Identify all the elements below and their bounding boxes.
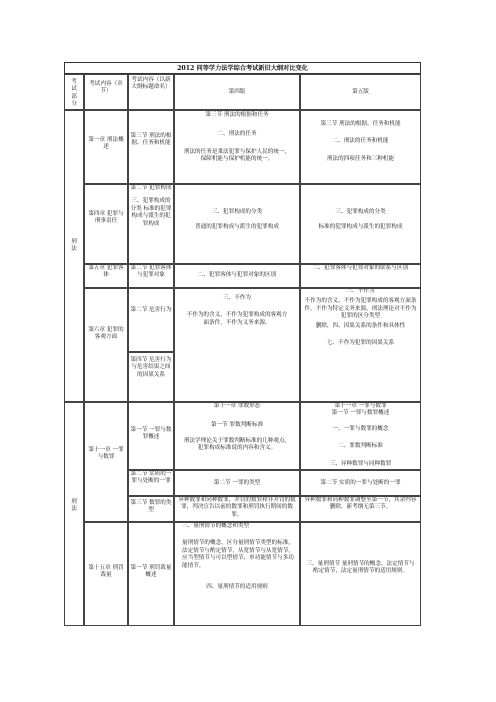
header-exam-part-label: 考试部分: [71, 79, 77, 108]
row-ch11-sub2: [128, 470, 174, 496]
row-ch11-v4-text: 刑法学理论关于罪数判断标准的几种观点，犯罪构成标准说的内容和含义。: [183, 437, 291, 452]
row-ch11-chapter-text: 第十一章 一罪与数罪: [88, 447, 124, 461]
row-ch5-chapter-text: 第五章 犯罪客体: [88, 265, 124, 279]
row-ch4-chapter-text: 第四章 犯罪与刑事责任: [88, 211, 124, 225]
row-ch11-v5-item3: 三、异种数罪与同种数罪: [329, 460, 392, 467]
row-ch1-v5-sub: 二、刑法的任务和机能: [332, 138, 389, 145]
row-ch6-v4-heading: 三、不作为: [223, 295, 251, 301]
row-ch6-sub1: [128, 288, 174, 352]
row-ch11-v5-note: 异种数罪和同种数罪调整至第一节，其余内容删除，新考纲无第三节。: [304, 497, 417, 511]
row-ch6-v5-heading: 三、不作为: [346, 288, 375, 294]
row-ch11-v5-mid: [300, 470, 421, 496]
row-ch4-v4-text: 普通的犯罪构成与派生的犯罪构成: [195, 224, 279, 231]
row-ch11-sub3: [128, 496, 174, 522]
row-ch1-v5: [300, 110, 421, 184]
row-ch11-v4-multiple: 异种数罪和同种数罪，并罚的数罪和非并罚的数罪，判决宣告以前的数罪和刑罚执行期间的数罪。: [178, 497, 296, 518]
row-ch1-v4: [174, 110, 300, 184]
row-ch11-v4-section: 第一节 罪数判断标准: [210, 422, 264, 429]
row-ch5-subsection-text: 第二节 犯罪客体与犯罪对象: [130, 265, 172, 279]
row-ch11-v4-type: 第二节 一罪的类型: [213, 480, 261, 486]
row-ch5-v5-text: 二、犯罪客体与犯罪对象的联系与区别: [312, 265, 409, 271]
row-ch11-v5-type: 第二节 实质的一罪与处断的一罪: [320, 480, 401, 486]
row-ch1-subsection-text: 第三节 刑法的根据、任务和机能: [130, 133, 172, 147]
row-ch11-v5-bottom: [300, 496, 421, 522]
row-ch11-v4-heading: 第十一章 罪数形态: [213, 403, 261, 409]
row-ch1-subsection: [128, 110, 174, 184]
row-ch5-chapter: [84, 264, 128, 288]
row-ch11-v5-item1: 一、一罪与数罪的概念: [332, 425, 389, 432]
row-ch5-subsection: [128, 264, 174, 288]
page-title: 2012 同等学力法学综合考试新旧大纲对比变化: [64, 62, 421, 74]
row-ch15-subsection-text: 第一节 刑罚裁量概述: [130, 565, 172, 579]
header-new-title: [128, 74, 174, 110]
row-ch4-v4: [174, 184, 300, 264]
row-ch4-v5: [300, 184, 421, 264]
row-ch6-chapter: [84, 288, 128, 402]
section-criminal-law-1-label: 刑法: [71, 239, 77, 253]
row-ch6-v5: [300, 288, 421, 402]
row-ch15-v5-text: 三、量刑情节 量刑情节的概念，法定情节与酌定情节，法定量刑情节的适用规则。: [306, 561, 415, 575]
row-ch6-v5-added: 七、不作为犯罪的因果关系: [326, 340, 395, 347]
section-criminal-law-2-label: 刑法: [71, 499, 77, 513]
row-ch5-v4: [174, 264, 300, 288]
row-ch4-subsection: [128, 184, 174, 264]
header-edition-5-label: 第五版: [352, 89, 369, 95]
row-ch15-v4: [174, 522, 300, 626]
row-ch4-sub1: 第二节 犯罪构成: [130, 185, 172, 191]
section-criminal-law-2: [64, 402, 84, 626]
row-ch6-sub1-text: 第二节 危害行为: [130, 307, 172, 313]
row-ch6-v5-deleted: 删除，四、因果关系的条件和具体性: [315, 322, 406, 329]
row-ch1-v5-text: 刑法的四项任务和三种机能: [326, 155, 395, 162]
row-ch15-v4-rules: 四、量刑情节的适用规则: [206, 584, 268, 591]
row-ch11-sub1: [128, 402, 174, 470]
row-ch1-v4-text: 刑法的任务是秉法犯罪与保护人民的统一，保障机能与保护机能的统一。: [183, 148, 291, 163]
section-criminal-law-1: [64, 110, 84, 402]
row-ch15-chapter: [84, 522, 128, 626]
row-ch1-chapter: [84, 110, 128, 184]
header-edition-4-label: 第四版: [228, 89, 246, 95]
row-ch15-v5: [300, 522, 421, 626]
row-ch4-v4-heading: 三、犯罪构成的分类: [211, 209, 263, 215]
header-edition-5: [300, 74, 421, 110]
row-ch15-chapter-text: 第十五章 刑罚裁量: [88, 565, 124, 579]
row-ch11-sub2-text: 第二节 实质的一罪与处断的一罪: [130, 471, 172, 485]
row-ch11-v4-mid: [174, 470, 300, 496]
header-chapter-label: 考试内容（章节）: [89, 81, 123, 95]
row-ch11-chapter: [84, 402, 128, 522]
row-ch4-v5-heading: 三、犯罪构成的分类: [335, 209, 386, 215]
header-edition-4: [174, 74, 300, 110]
row-ch6-sub2-text: 第四节 危害行为与危害结果之间的因果关系: [130, 357, 172, 378]
row-ch15-v4-text: 量刑情节的概念，区分量刑情节类型的标准，法定情节与酌定情节，从宽情节与从宽情节，应当型情节与可以型情节，单功能情节与多功能情节。: [182, 540, 294, 569]
row-ch11-v5-section: 第一节 一罪与数罪概述: [331, 410, 390, 417]
row-ch4-sub2: 三、犯罪构成的分类 标准的犯罪构成与派生的犯罪构成: [130, 198, 172, 227]
row-ch6-chapter-text: 第六章 犯罪的客观方面: [88, 327, 124, 341]
row-ch6-v4-text: 不作为的含义。不作为犯罪构成的客观方面条件。不作为义务来源。: [186, 312, 288, 326]
row-ch11-v5-heading: 第十一章 一罪与数罪: [334, 403, 387, 409]
row-ch11-v5-top: [300, 402, 421, 470]
row-ch6-v5-text: 不作为的含义，不作为犯罪构成的客观方面条件，不作为特定义务来源，刑法理论对不作为犯罪的区分类型: [304, 298, 417, 320]
row-ch1-v4-heading: 第三节 刑法的根据和任务: [205, 112, 269, 118]
row-ch11-v4-top: [174, 402, 300, 470]
row-ch1-v5-heading: 第三节 刑法的根据、任务和机能: [320, 121, 401, 127]
row-ch11-v5-item2: 二、罪数判断标准: [338, 443, 383, 450]
row-ch15-v4-heading: 三、量刑情节的概念和类型: [182, 523, 250, 529]
row-ch6-sub2: [128, 352, 174, 402]
row-ch11-v4-bottom: [174, 496, 300, 522]
row-ch1-chapter-text: 第一章 刑法概述: [88, 137, 124, 151]
row-ch15-subsection: [128, 522, 174, 626]
row-ch5-v5: [300, 264, 421, 288]
row-ch11-sub1-text: 第一节 一罪与数罪概述: [130, 427, 172, 441]
row-ch5-v4-text: 二、犯罪客体与犯罪对象的区别: [197, 272, 277, 278]
row-ch4-chapter: [84, 184, 128, 264]
header-exam-part: [64, 74, 84, 110]
header-new-title-label: 考试内容（以新大纲标题命名）: [131, 77, 171, 91]
row-ch4-v5-text: 标准的犯罪构成与派生的犯罪构成: [318, 224, 403, 231]
row-ch6-v4: [174, 288, 300, 402]
row-ch1-v4-sub: 二、刑法的任务: [217, 131, 257, 138]
row-ch11-sub3-text: 第三节 数罪的类型: [130, 500, 172, 514]
header-chapter: [84, 74, 128, 110]
